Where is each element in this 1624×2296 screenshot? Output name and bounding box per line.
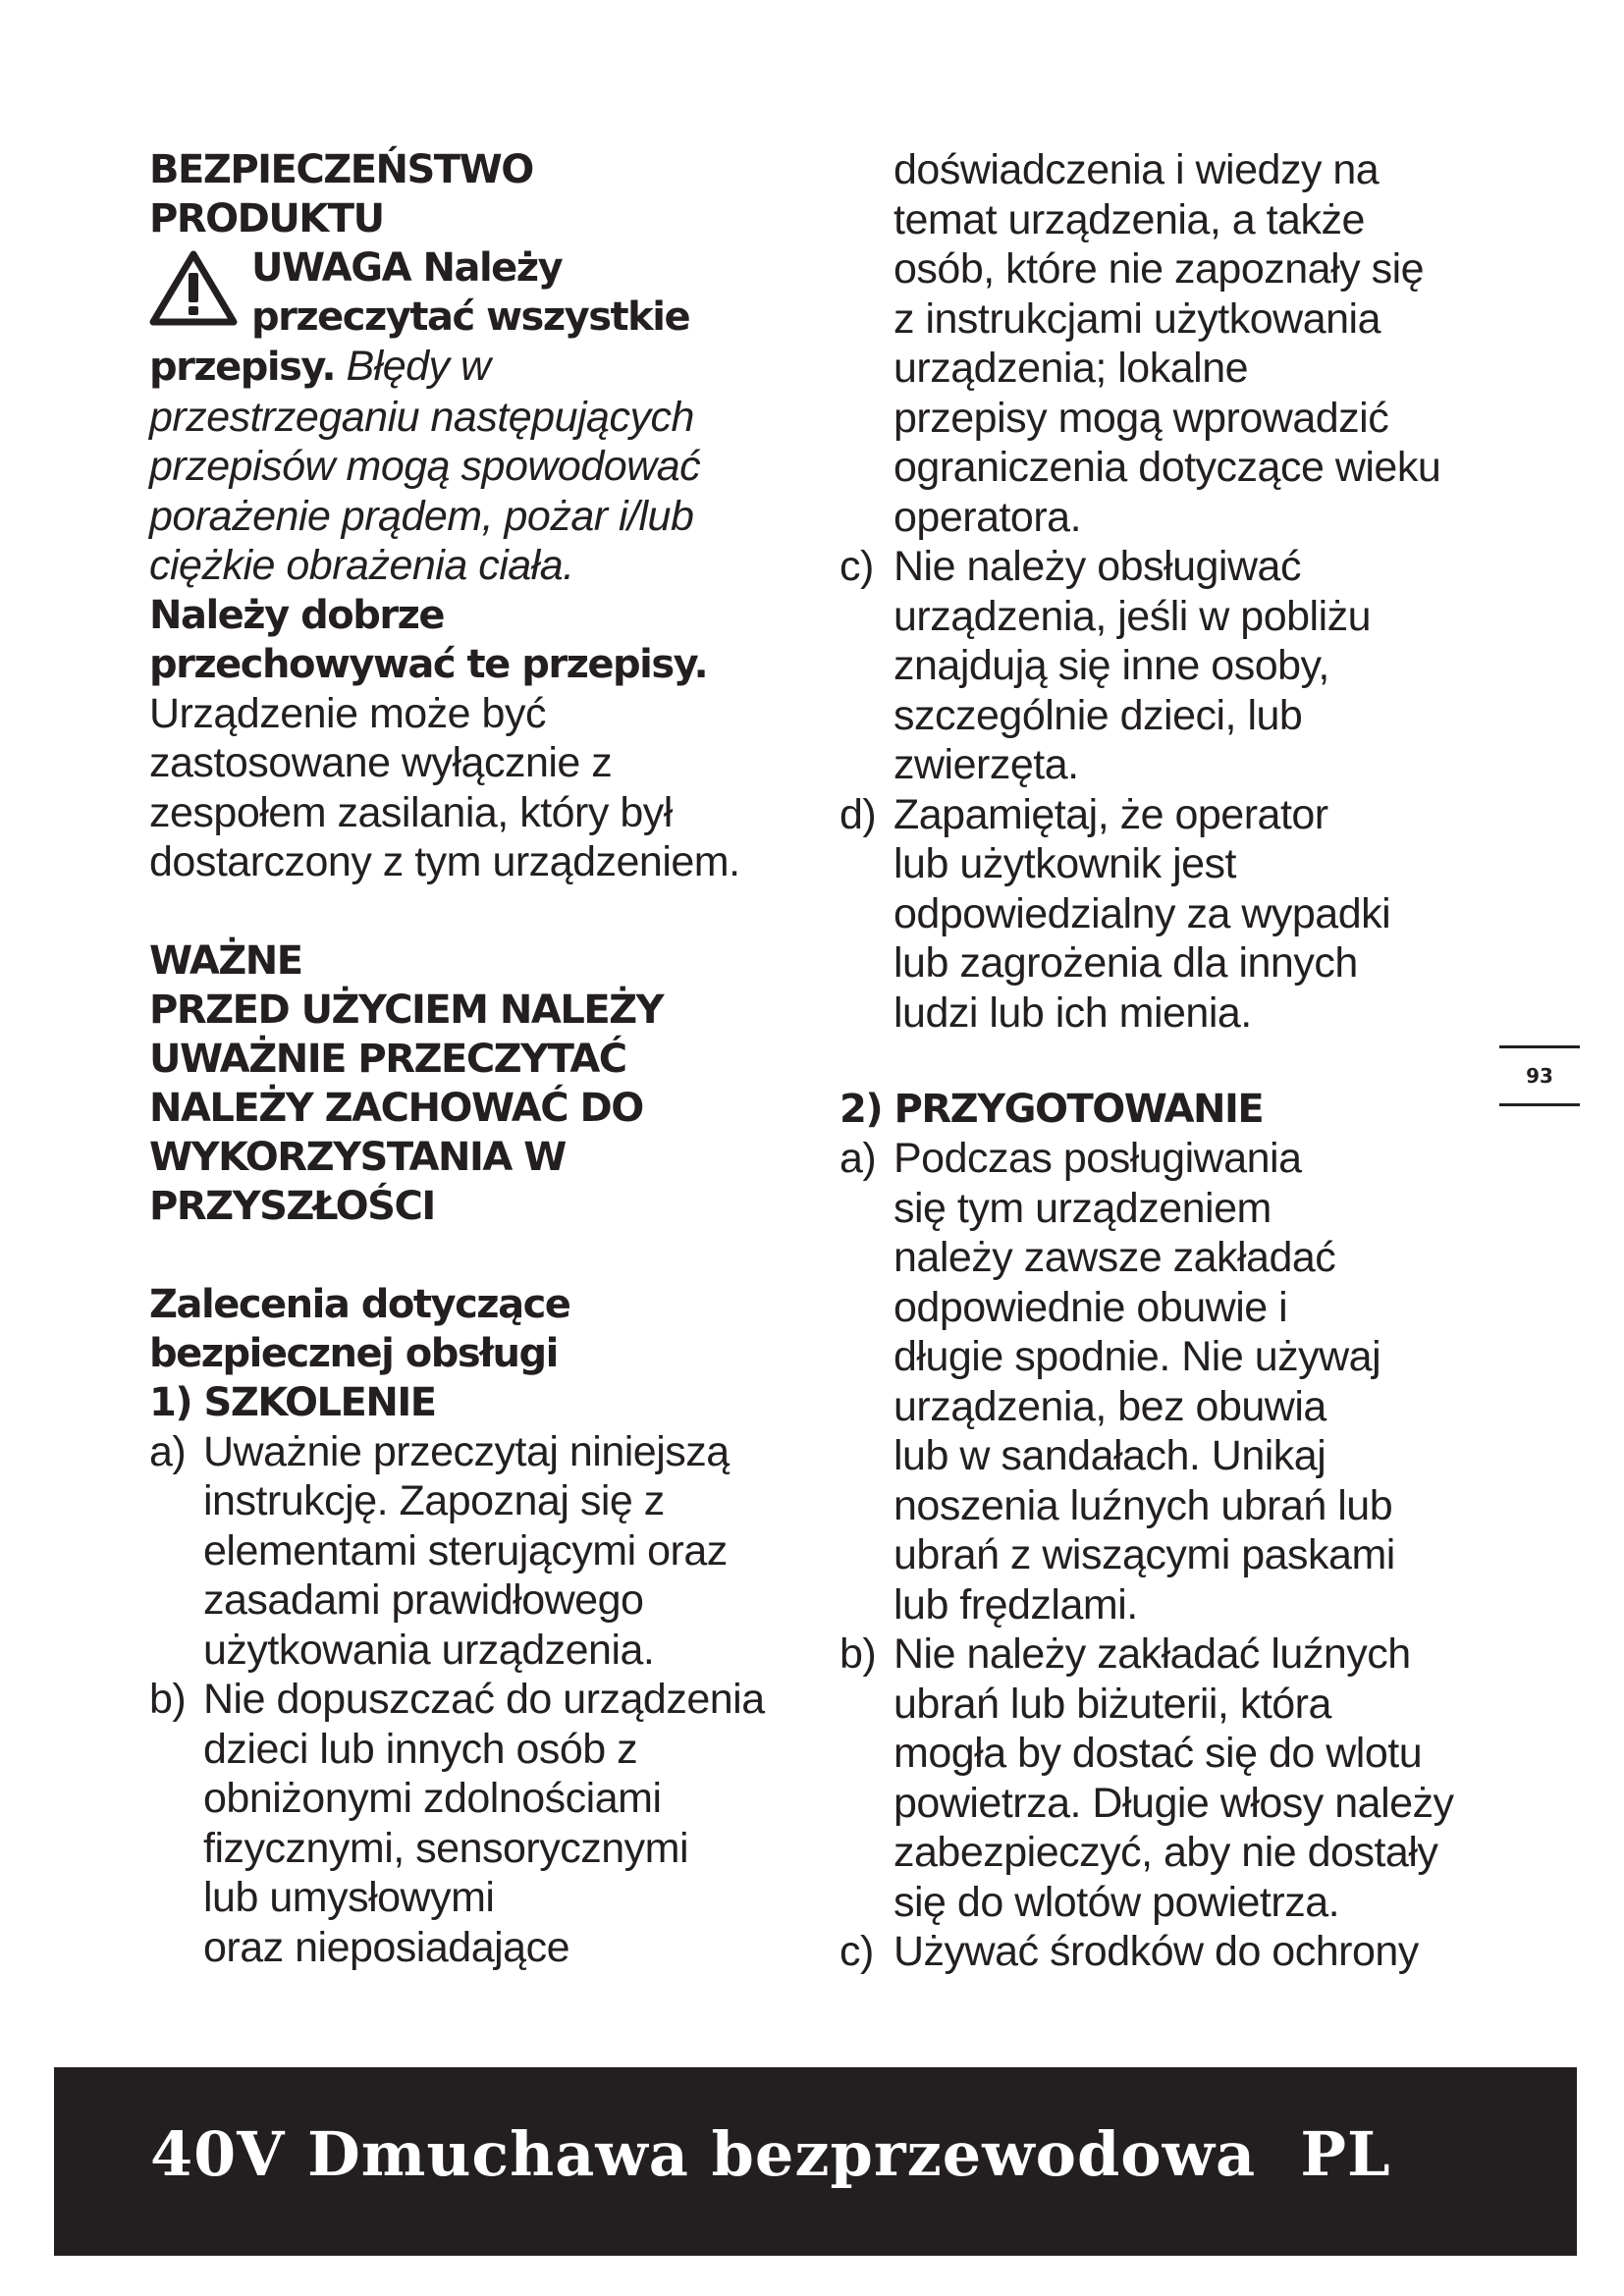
warning-italic-line: przepisów mogą spowodować xyxy=(149,443,701,490)
list-item-line: Zapamiętaj, że operator xyxy=(893,790,1328,838)
list-item-line: szczególnie dzieci, lub xyxy=(893,691,1303,739)
keep-rules-line: Należy dobrze xyxy=(149,592,444,638)
important-heading-line: PRZED UŻYCIEM NALEŻY xyxy=(149,987,664,1033)
warning-italic-line: przestrzeganiu następujących xyxy=(149,393,694,441)
list-item-line: się tym urządzeniem xyxy=(893,1184,1272,1232)
safety-heading-line: Zalecenia dotyczące xyxy=(149,1281,570,1327)
list-item-prep-c xyxy=(839,1927,1488,1977)
important-heading-line: UWAŻNIE PRZECZYTAĆ xyxy=(149,1036,626,1082)
list-item-line: zwierzęta. xyxy=(893,741,1079,788)
list-item-line: należy zawsze zakładać xyxy=(893,1234,1336,1281)
product-safety-heading-line-2: PRODUKTU xyxy=(149,196,384,241)
safety-heading-line: bezpiecznej obsługi xyxy=(149,1330,558,1376)
list-item-line: znajdują się inne osoby, xyxy=(893,642,1329,689)
list-item-line: odpowiednie obuwie i xyxy=(893,1283,1288,1331)
list-item-line: Podczas posługiwania xyxy=(893,1135,1302,1182)
warning-bold-tail: przepisy. xyxy=(149,345,336,390)
power-note-line: dostarczony z tym urządzeniem. xyxy=(149,838,740,885)
list-item-line: długie spodnie. Nie używaj xyxy=(893,1333,1381,1380)
continuation-block xyxy=(839,145,1488,542)
list-label: c) xyxy=(839,543,874,590)
left-column xyxy=(149,145,817,1972)
continuation-line: doświadczenia i wiedzy na xyxy=(893,146,1380,193)
power-note-line: Urządzenie może być xyxy=(149,689,546,737)
important-heading-line: PRZYSZŁOŚCI xyxy=(149,1183,435,1229)
list-item-line: ubrań lub biżuterii, która xyxy=(893,1680,1331,1728)
list-item-training-c xyxy=(839,542,1488,790)
list-item-line: noszenia luźnych ubrań lub xyxy=(893,1481,1393,1529)
list-item-training-d xyxy=(839,790,1488,1039)
list-item-training-b xyxy=(149,1675,817,1972)
list-item-line: użytkowania urządzenia. xyxy=(203,1626,655,1674)
list-item-line: urządzenia, jeśli w pobliżu xyxy=(893,592,1372,640)
keep-rules-line: przechowywać te przepisy. xyxy=(149,641,708,687)
footer-banner xyxy=(54,2067,1577,2256)
warning-line-2: przeczytać wszystkie xyxy=(251,294,690,340)
list-item-line: zabezpieczyć, aby nie dostały xyxy=(893,1829,1438,1876)
list-item-line: dzieci lub innych osób z xyxy=(203,1725,638,1773)
list-item-line: ubrań z wiszącymi paskami xyxy=(893,1531,1395,1578)
important-heading-line: WAŻNE xyxy=(149,937,302,984)
list-item-prep-a xyxy=(839,1134,1488,1629)
power-note-line: zastosowane wyłącznie z xyxy=(149,739,613,786)
right-column xyxy=(839,145,1488,1977)
footer-title: 40V Dmuchawa bezprzewodowa PL xyxy=(150,2118,1391,2190)
list-item-line: elementami sterującymi oraz xyxy=(203,1526,728,1575)
list-item-line: odpowiedzialny za wypadki xyxy=(893,889,1391,937)
list-item-line: się do wlotów powietrza. xyxy=(893,1878,1340,1926)
warning-italic-line: porażenie prądem, pożar i/lub xyxy=(149,492,694,540)
list-item-line: powietrza. Długie włosy należy xyxy=(893,1779,1454,1827)
page-number: 93 xyxy=(1499,1045,1580,1106)
continuation-line: urządzenia; lokalne xyxy=(893,345,1249,392)
list-item-line: instrukcję. Zapoznaj się z xyxy=(203,1477,665,1524)
preparation-heading: 2) PRZYGOTOWANIE xyxy=(839,1087,1264,1132)
list-item-line: mogła by dostać się do wlotu xyxy=(893,1730,1423,1777)
list-item-line: zasadami prawidłowego xyxy=(203,1576,644,1624)
warning-block xyxy=(149,243,817,342)
continuation-line: osób, które nie zapoznały się xyxy=(893,245,1425,293)
continuation-line: temat urządzenia, a także xyxy=(893,195,1365,243)
important-heading-line: WYKORZYSTANIA W xyxy=(149,1134,566,1180)
warning-italic-line: ciężkie obrażenia ciała. xyxy=(149,542,574,589)
list-item-line: oraz nieposiadające xyxy=(203,1923,569,1971)
list-item-line: fizycznymi, sensorycznymi xyxy=(203,1824,689,1872)
power-note-line: zespołem zasilania, który był xyxy=(149,788,673,836)
warning-line-3 xyxy=(149,342,817,393)
list-item-line: obniżonymi zdolnościami xyxy=(203,1775,662,1822)
warning-line-1: UWAGA Należy xyxy=(251,245,563,291)
list-item-line: Używać środków do ochrony xyxy=(893,1928,1419,1975)
training-heading: 1) SZKOLENIE xyxy=(149,1379,436,1425)
continuation-line: przepisy mogą wprowadzić xyxy=(893,394,1389,442)
list-item-line: Uważnie przeczytaj niniejszą xyxy=(203,1427,730,1475)
list-item-line: lub użytkownik jest xyxy=(893,840,1236,887)
list-label: b) xyxy=(839,1630,877,1678)
warning-triangle-icon xyxy=(149,249,238,328)
warning-italic-start: Błędy w xyxy=(335,343,491,390)
list-item-training-a xyxy=(149,1427,817,1676)
list-item-line: urządzenia, bez obuwia xyxy=(893,1382,1326,1430)
continuation-line: z instrukcjami użytkowania xyxy=(893,294,1381,343)
list-item-line: lub frędzlami. xyxy=(893,1580,1138,1629)
continuation-line: ograniczenia dotyczące wieku xyxy=(893,444,1441,491)
list-item-line: ludzi lub ich mienia. xyxy=(893,988,1252,1037)
continuation-line: operatora. xyxy=(893,493,1082,541)
list-label: d) xyxy=(839,790,877,838)
list-label: a) xyxy=(149,1427,187,1475)
product-safety-heading-line-1: BEZPIECZEŃSTWO xyxy=(149,147,533,192)
list-label: b) xyxy=(149,1676,187,1723)
list-item-line: lub w sandałach. Unikaj xyxy=(893,1432,1326,1479)
list-item-line: Nie dopuszczać do urządzenia xyxy=(203,1676,765,1723)
list-item-line: lub zagrożenia dla innych xyxy=(893,939,1358,987)
list-item-line: Nie należy obsługiwać xyxy=(893,543,1301,590)
list-label: a) xyxy=(839,1135,877,1182)
list-item-line: Nie należy zakładać luźnych xyxy=(893,1630,1411,1678)
list-label: c) xyxy=(839,1928,874,1975)
list-item-prep-b xyxy=(839,1629,1488,1927)
important-heading-line: NALEŻY ZACHOWAĆ DO xyxy=(149,1085,643,1131)
list-item-line: lub umysłowymi xyxy=(203,1874,495,1921)
